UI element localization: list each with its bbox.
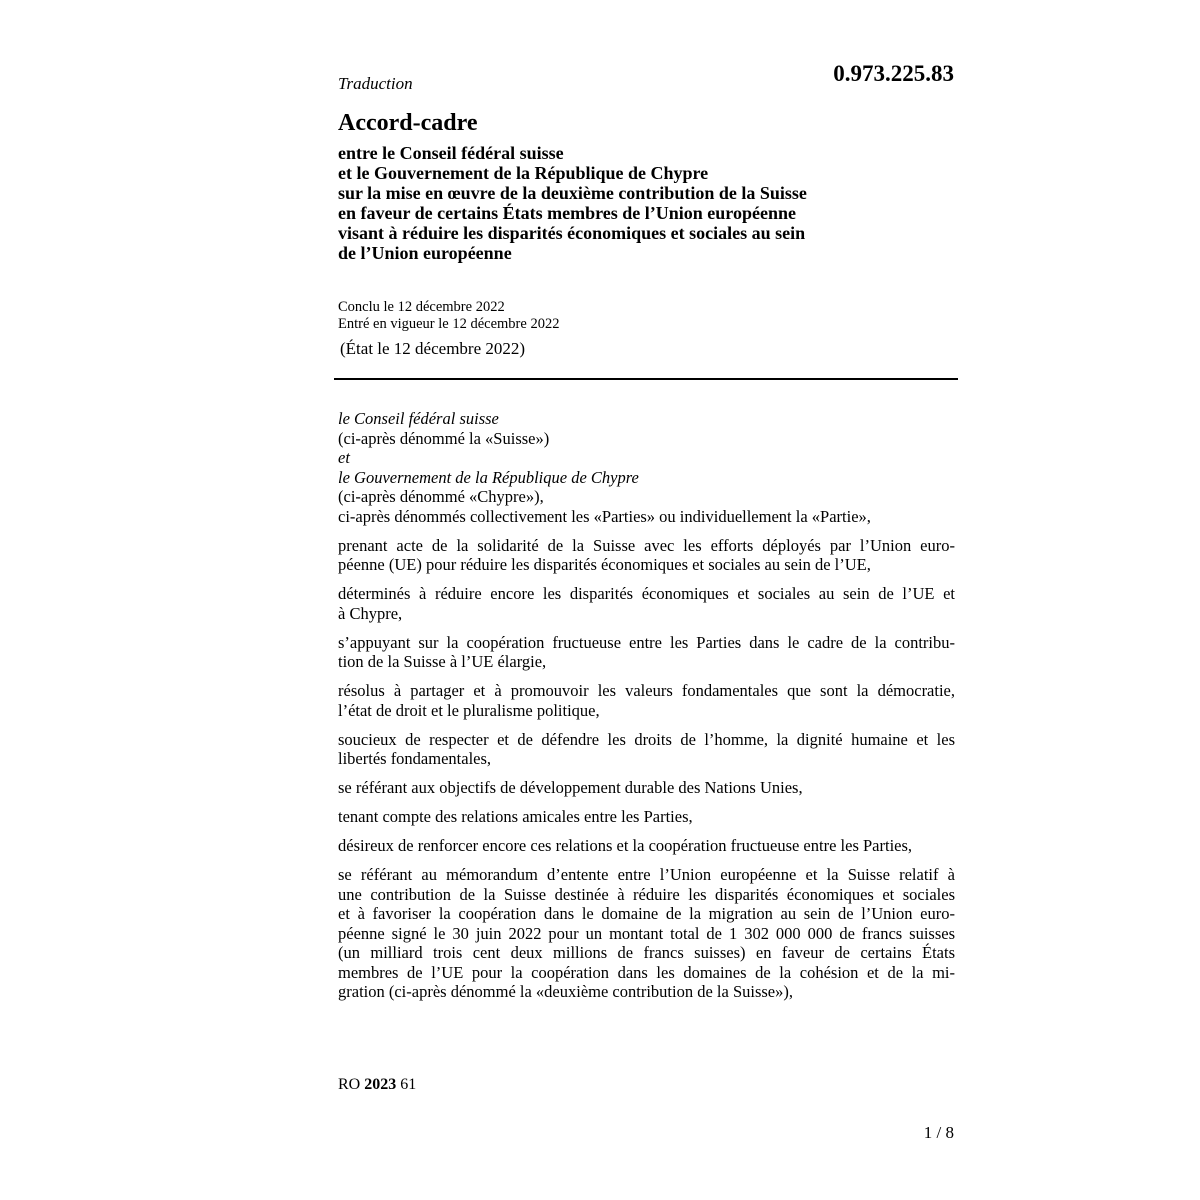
recital-line: (un milliard trois cent deux millions de francs suisses) en faveur de certains États bbox=[338, 943, 955, 962]
subtitle-line: entre le Conseil fédéral suisse bbox=[338, 143, 564, 163]
party-name-cyprus: le Gouvernement de la République de Chypre bbox=[338, 467, 639, 487]
recital-line: tion de la Suisse à l’UE élargie, bbox=[338, 652, 547, 671]
recital-line: résolus à partager et à promouvoir les valeurs fondamentales que sont la démocratie, bbox=[338, 681, 955, 700]
recital-paragraph bbox=[338, 836, 955, 856]
recital-paragraph bbox=[338, 865, 955, 1002]
concluded-date: Conclu le 12 décembre 2022 bbox=[338, 299, 505, 315]
recital-line: une contribution de la Suisse destinée à réduire les disparités économiques et sociales bbox=[338, 884, 955, 904]
recital-line: soucieux de respecter et de défendre les droits de l’homme, la dignité humaine et les bbox=[338, 729, 955, 749]
translation-label: Traduction bbox=[338, 74, 413, 93]
recital-line: libertés fondamentales, bbox=[338, 749, 492, 768]
in-force-date: Entré en vigueur le 12 décembre 2022 bbox=[338, 316, 560, 332]
subtitle-line: de l’Union européenne bbox=[338, 243, 512, 263]
state-date: (État le 12 décembre 2022) bbox=[340, 339, 526, 358]
recital-line: tenant compte des relations amicales entre les Parties, bbox=[338, 807, 693, 826]
recital-paragraph bbox=[338, 633, 955, 672]
recital-line: à Chypre, bbox=[338, 603, 403, 623]
subtitle-line: sur la mise en œuvre de la deuxième contribution de la Suisse bbox=[338, 183, 807, 203]
subtitle-line: en faveur de certains États membres de l’Union européenne bbox=[338, 203, 796, 223]
date-block bbox=[338, 299, 559, 333]
parties-collective: ci-après dénommés collectivement les «Parties» ou individuellement la «Partie», bbox=[338, 506, 871, 526]
recital-line: se référant au mémorandum d’entente entre l’Union européenne et la Suisse relatif à bbox=[338, 865, 955, 884]
recital-paragraph bbox=[338, 778, 955, 798]
document-subtitle bbox=[338, 143, 958, 263]
recital-line: membres de l’UE pour la coopération dans les domaines de la cohésion et de la mi- bbox=[338, 962, 955, 982]
ro-prefix: RO bbox=[338, 1076, 361, 1093]
recital-line: gration (ci-après dénommé la «deuxième contribution de la Suisse»), bbox=[338, 982, 793, 1001]
recital-line: péenne signé le 30 juin 2022 pour un montant total de 1 302 000 000 de francs suisses bbox=[338, 923, 955, 943]
subtitle-line: et le Gouvernement de la République de Chypre bbox=[338, 163, 709, 183]
recital-paragraph bbox=[338, 807, 955, 827]
recital-line: prenant acte de la solidarité de la Suisse avec les efforts déployés par l’Union euro- bbox=[338, 535, 955, 555]
recital-line: se référant aux objectifs de développement durable des Nations Unies, bbox=[338, 778, 803, 797]
page-number: 1 / 8 bbox=[923, 1123, 954, 1142]
party-alias-switzerland: (ci-après dénommé la «Suisse») bbox=[338, 428, 550, 448]
recital-paragraph bbox=[338, 681, 955, 720]
ro-year: 2023 bbox=[364, 1076, 397, 1093]
recitals-list bbox=[338, 536, 955, 1002]
document-title: Accord-cadre bbox=[338, 110, 478, 136]
recital-paragraph bbox=[338, 730, 955, 769]
ro-reference bbox=[338, 1075, 416, 1095]
header-divider bbox=[334, 378, 958, 380]
party-alias-cyprus: (ci-après dénommé «Chypre»), bbox=[338, 487, 544, 506]
party-conjunction: et bbox=[338, 448, 350, 467]
recital-line: et à favoriser la coopération dans le domaine de la migration au sein de l’Union euro- bbox=[338, 904, 955, 923]
recital-paragraph bbox=[338, 536, 955, 575]
subtitle-line: visant à réduire les disparités économiques et sociales au sein bbox=[338, 223, 806, 243]
party-name-switzerland: le Conseil fédéral suisse bbox=[338, 409, 499, 428]
recital-line: déterminés à réduire encore les disparités économiques et sociales au sein de l’UE et bbox=[338, 584, 955, 603]
ro-page: 61 bbox=[400, 1076, 417, 1093]
recital-line: l’état de droit et le pluralisme politique, bbox=[338, 700, 600, 720]
preamble bbox=[338, 409, 955, 1002]
recital-paragraph bbox=[338, 584, 955, 623]
recital-line: péenne (UE) pour réduire les disparités économiques et sociales au sein de l’UE, bbox=[338, 555, 871, 574]
rs-number: 0.973.225.83 bbox=[833, 61, 954, 86]
recital-line: désireux de renforcer encore ces relations et la coopération fructueuse entre les Parties, bbox=[338, 836, 913, 855]
recital-line: s’appuyant sur la coopération fructueuse entre les Parties dans le cadre de la contribu- bbox=[338, 632, 955, 652]
